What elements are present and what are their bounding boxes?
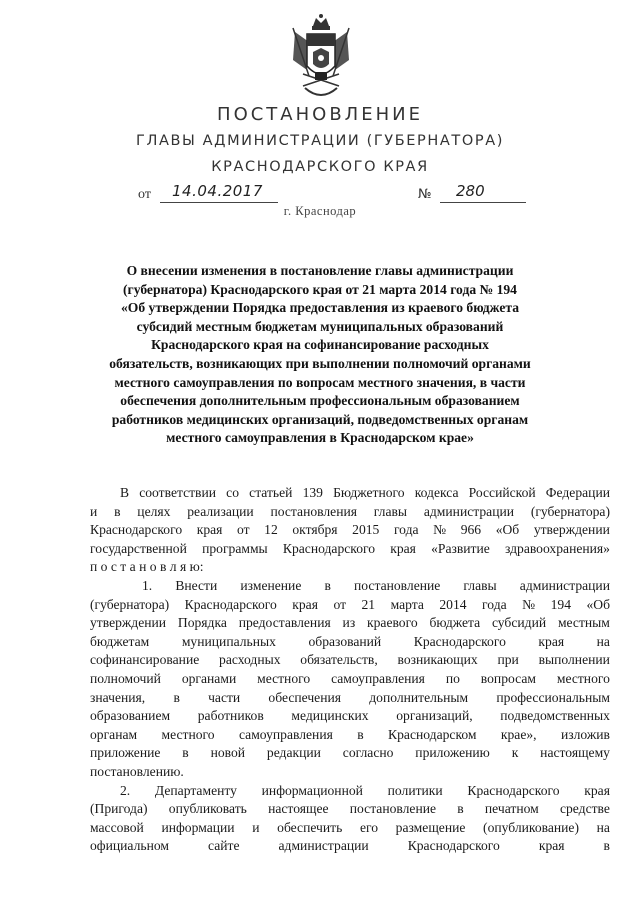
word: медицинских <box>291 708 369 724</box>
word: Краснодарского <box>407 838 500 854</box>
title-line: обязательств, возникающих при выполнении полномочий органами <box>109 355 531 371</box>
word: программы <box>202 540 268 556</box>
word: предоставления <box>238 615 331 631</box>
body-line <box>90 689 610 708</box>
word: в <box>182 745 189 761</box>
word: утверждении <box>533 522 610 538</box>
word: 2015 <box>352 522 380 538</box>
word: Краснодарского <box>184 596 277 612</box>
body-line <box>90 484 610 503</box>
word: профессиональным <box>496 689 610 705</box>
body-line <box>90 726 610 745</box>
word: и <box>90 503 98 519</box>
word: Департаменту <box>154 782 237 798</box>
word: главы <box>373 503 408 519</box>
word: края <box>584 782 610 798</box>
word: информационной <box>261 782 363 798</box>
word: местного <box>257 670 311 686</box>
word: 12 <box>264 522 278 538</box>
word: (губернатора) <box>90 596 170 612</box>
word: и <box>252 819 260 835</box>
word: бюджета <box>429 615 481 631</box>
word: информации <box>161 819 235 835</box>
resolution-word: п о с т а н о в л я ю: <box>90 559 204 575</box>
word: местного <box>556 670 610 686</box>
word: Краснодарского <box>467 782 560 798</box>
word: выполнении <box>538 652 610 668</box>
word: согласно <box>342 745 394 761</box>
word: софинансирование <box>90 652 200 668</box>
word: субсидий <box>491 615 547 631</box>
word: полномочий <box>90 670 161 686</box>
word: по <box>445 670 460 686</box>
word: работников <box>197 708 264 724</box>
word: года <box>482 596 507 612</box>
word: края <box>292 596 318 612</box>
word: Федерации <box>545 485 610 500</box>
word: администрации <box>278 838 369 854</box>
document-title <box>100 262 540 448</box>
word: местным <box>557 615 610 631</box>
title-line: работников медицинских организаций, подведомственных органам <box>111 411 529 427</box>
word: дополнительным <box>369 689 469 705</box>
word: в <box>457 801 464 817</box>
word: здравоохранения» <box>504 540 610 556</box>
word: № <box>433 522 447 538</box>
word: года <box>393 522 419 538</box>
word: постановление <box>349 801 437 817</box>
word: редакции <box>266 745 321 761</box>
body-line <box>90 614 610 633</box>
word: обеспечить <box>277 819 343 835</box>
word: 2014 <box>439 596 467 612</box>
word: 1. <box>142 577 153 593</box>
body-line: постановлению. <box>90 763 184 779</box>
word: на <box>596 633 610 649</box>
title-line: (губернатора) Краснодарского края от 21 марта 2014 года № 194 <box>123 281 517 297</box>
word: печатном <box>484 801 539 817</box>
body-line <box>90 596 610 615</box>
title-line: обеспечения дополнительным профессиональным образованием <box>120 393 520 409</box>
word: в <box>603 838 610 854</box>
word: бюджетам <box>90 633 150 649</box>
word: изложив <box>560 726 610 742</box>
word: главы <box>463 577 497 593</box>
number-underline <box>440 202 526 203</box>
title-line: местного самоуправления по вопросам местного значения, в части <box>114 374 526 390</box>
word: 2. <box>120 782 131 798</box>
body-line <box>90 782 610 801</box>
word: В <box>120 485 130 500</box>
body-line <box>90 540 610 559</box>
word: официальном <box>90 838 169 854</box>
body-line <box>90 503 610 522</box>
word: организаций, <box>396 708 473 724</box>
word: обеспечения <box>268 689 342 705</box>
word: Внести <box>175 577 218 593</box>
word: самоуправления <box>331 670 425 686</box>
word: Краснодарского <box>413 633 506 649</box>
word: из <box>342 615 356 631</box>
date-number-row <box>0 182 640 206</box>
word: постановления <box>270 503 357 519</box>
word: политики <box>387 782 443 798</box>
word: 194 <box>550 596 571 612</box>
body-line <box>90 521 610 540</box>
word: опубликовать <box>168 801 247 817</box>
body-line <box>90 800 610 819</box>
word: в <box>173 689 180 705</box>
word: (губернатора) <box>530 503 610 519</box>
word: массовой <box>90 819 144 835</box>
word: края <box>538 838 565 854</box>
word: постановление <box>354 577 441 593</box>
word: при <box>497 652 519 668</box>
word: образованием <box>90 708 171 724</box>
word: края <box>390 540 416 556</box>
word: муниципальных <box>181 633 276 649</box>
word: края <box>196 522 223 538</box>
word: № <box>522 596 536 612</box>
word: от <box>237 522 250 538</box>
word: настоящее <box>268 801 329 817</box>
word: обязательств, <box>300 652 378 668</box>
word: 21 <box>361 596 376 612</box>
word: соответствии <box>139 485 217 500</box>
word: Российской <box>468 485 536 500</box>
issuer-line-2: КРАСНОДАРСКОГО КРАЯ <box>211 159 429 175</box>
date-value: 14.04.2017 <box>172 182 263 200</box>
body-line <box>90 577 610 596</box>
title-line: Краснодарского края на софинансирование расходных <box>151 337 489 353</box>
word: администрации <box>519 577 610 593</box>
word: в <box>357 726 364 742</box>
word: статьей <box>249 485 293 500</box>
word: 966 <box>460 522 482 538</box>
word: в <box>324 577 331 593</box>
word: к <box>511 745 519 761</box>
city-name: г. Краснодар <box>283 204 357 218</box>
word: на <box>596 819 610 835</box>
word: средстве <box>559 801 610 817</box>
number-label: № <box>418 187 432 202</box>
word: настоящему <box>540 745 610 761</box>
body-line <box>90 670 610 689</box>
word: (опубликование) <box>483 819 579 835</box>
title-line: «Об утверждении Порядка предоставления из краевого бюджета <box>120 300 520 316</box>
word: Порядка <box>177 615 227 631</box>
body-line <box>90 744 610 763</box>
word: сайте <box>208 838 240 854</box>
issuer-line-1: ГЛАВЫ АДМИНИСТРАЦИИ (ГУБЕРНАТОРА) <box>136 133 504 149</box>
word: размещение <box>395 819 466 835</box>
word: краевого <box>367 615 418 631</box>
word: Краснодарского <box>90 522 183 538</box>
date-underline <box>160 202 278 203</box>
word: в <box>114 503 121 519</box>
body-line <box>90 707 610 726</box>
body-line <box>90 633 610 652</box>
word: утверждении <box>90 615 167 631</box>
word: «Об <box>586 596 610 612</box>
word: администрации <box>423 503 515 519</box>
word: органами <box>181 670 237 686</box>
word: октября <box>292 522 338 538</box>
word: марта <box>390 596 424 612</box>
word: образований <box>308 633 382 649</box>
word: органам <box>90 726 138 742</box>
word: края <box>538 633 565 649</box>
word: самоуправления <box>238 726 333 742</box>
word: «Развитие <box>431 540 490 556</box>
body-line <box>90 651 610 670</box>
title-line: местного самоуправления в Краснодарском крае» <box>166 430 474 446</box>
title-line: субсидий местным бюджетам муниципальных образований <box>136 318 504 334</box>
word: кодекса <box>414 485 459 500</box>
word: (Пригода) <box>90 801 148 817</box>
word: вопросам <box>480 670 536 686</box>
word: подведомственных <box>500 708 610 724</box>
word: его <box>359 819 379 835</box>
date-label: от <box>138 187 151 202</box>
body-line <box>90 819 610 838</box>
word: Краснодарском <box>388 726 477 742</box>
word: части <box>208 689 241 705</box>
title-line: О внесении изменения в постановление главы администрации <box>126 263 514 278</box>
word: приложение <box>90 745 161 761</box>
word: новой <box>210 745 246 761</box>
word: расходных <box>219 652 281 668</box>
word: возникающих <box>397 652 478 668</box>
word: Бюджетного <box>333 485 405 500</box>
word: крае», <box>500 726 537 742</box>
word: изменение <box>240 577 302 593</box>
body-line <box>90 837 610 856</box>
word: 139 <box>302 485 323 500</box>
word: Краснодарского <box>282 540 376 556</box>
word: целях <box>137 503 171 519</box>
word: реализации <box>187 503 254 519</box>
word: от <box>333 596 347 612</box>
krasnodar-coat-of-arms-icon <box>285 12 357 102</box>
document-body <box>90 484 610 856</box>
word: «Об <box>495 522 520 538</box>
word: местного <box>161 726 215 742</box>
number-value: 280 <box>456 182 485 200</box>
word: приложению <box>415 745 490 761</box>
word: со <box>226 485 240 500</box>
word: государственной <box>90 540 187 556</box>
word: значения, <box>90 689 146 705</box>
document-heading: ПОСТАНОВЛЕНИЕ <box>217 104 423 125</box>
